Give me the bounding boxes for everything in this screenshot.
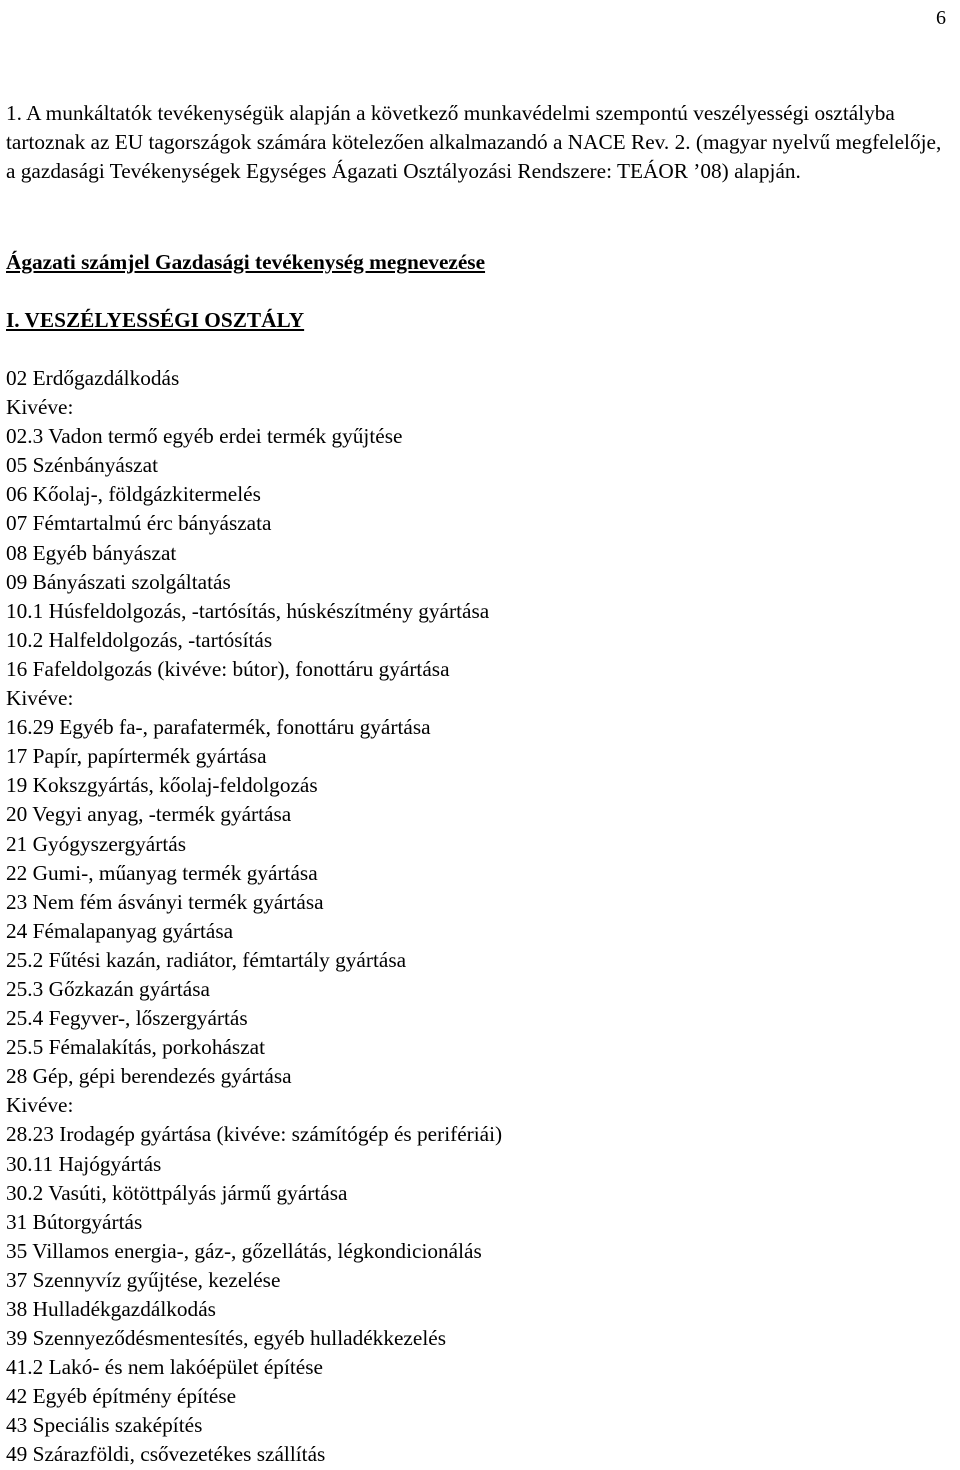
hazard-class-heading: I. VESZÉLYESSÉGI OSZTÁLY	[6, 308, 305, 332]
activity-item: 42 Egyéb építmény építése	[6, 1384, 237, 1409]
activity-item: 23 Nem fém ásványi termék gyártása	[6, 889, 324, 914]
activity-item: 31 Bútorgyártás	[6, 1209, 143, 1234]
activity-item: Kivéve:	[6, 395, 74, 420]
activity-item: 25.4 Fegyver-, lőszergyártás	[6, 1006, 248, 1031]
activity-item: 21 Gyógyszergyártás	[6, 831, 186, 856]
activity-item: 19 Kokszgyártás, kőolaj-feldolgozás	[6, 773, 318, 798]
activity-item: 20 Vegyi anyag, -termék gyártása	[6, 802, 292, 827]
activity-item: 22 Gumi-, műanyag termék gyártása	[6, 860, 318, 885]
activity-item: 25.2 Fűtési kazán, radiátor, fémtartály gyártása	[6, 947, 407, 972]
activity-item: 02 Erdőgazdálkodás	[6, 366, 180, 390]
page-number: 6	[936, 7, 946, 29]
activity-item: 39 Szennyeződésmentesítés, egyéb hulladékkezelés	[6, 1326, 446, 1351]
activity-item: 35 Villamos energia-, gáz-, gőzellátás, légkondicionálás	[6, 1238, 482, 1263]
activity-item: 24 Fémalapanyag gyártása	[6, 918, 234, 943]
intro-paragraph: 1. A munkáltatók tevékenységük alapján a következő munkavédelmi szempontú veszélyességi osztályba tartoznak az EU tagországok számára kötelezően alkalmazandó a NACE Rev. 2. (magyar nyelvű megfelelője, a gazdasági Tevékenységek Egységes Ágazati Osztályozási Rendszere: TEÁOR ’08) alapján.	[6, 101, 942, 184]
activity-item: 41.2 Lakó- és nem lakóépület építése	[6, 1355, 323, 1380]
activity-item: 02.3 Vadon termő egyéb erdei termék gyűjtése	[6, 424, 403, 449]
activity-item: 10.1 Húsfeldolgozás, -tartósítás, húskészítmény gyártása	[6, 598, 490, 623]
activity-item: Kivéve:	[6, 686, 74, 711]
column-heading: Ágazati számjel Gazdasági tevékenység megnevezése	[6, 250, 486, 274]
activity-item: 28 Gép, gépi berendezés gyártása	[6, 1064, 292, 1089]
activity-item: 43 Speciális szaképítés	[6, 1413, 203, 1438]
activity-item: 16 Fafeldolgozás (kivéve: bútor), fonottáru gyártása	[6, 656, 450, 681]
activity-item: 07 Fémtartalmú érc bányászata	[6, 511, 272, 536]
activity-item: 38 Hulladékgazdálkodás	[6, 1297, 216, 1321]
activity-item: 25.5 Fémalakítás, porkohászat	[6, 1035, 266, 1060]
activity-item: 10.2 Halfeldolgozás, -tartósítás	[6, 627, 273, 652]
activity-item: 25.3 Gőzkazán gyártása	[6, 976, 211, 1001]
activity-item: 37 Szennyvíz gyűjtése, kezelése	[6, 1267, 281, 1292]
activity-item: 05 Szénbányászat	[6, 453, 158, 478]
activity-item: 08 Egyéb bányászat	[6, 540, 177, 565]
activity-item: 28.23 Irodagép gyártása (kivéve: számítógép és perifériái)	[6, 1122, 503, 1147]
activity-list	[6, 364, 946, 1470]
activity-item: 09 Bányászati szolgáltatás	[6, 569, 231, 594]
activity-item: 30.2 Vasúti, kötöttpályás jármű gyártása	[6, 1180, 348, 1205]
activity-item: 17 Papír, papírtermék gyártása	[6, 744, 267, 769]
activity-item: 06 Kőolaj-, földgázkitermelés	[6, 482, 261, 507]
activity-item: 30.11 Hajógyártás	[6, 1151, 162, 1176]
activity-item: Kivéve:	[6, 1093, 74, 1118]
activity-item: 49 Szárazföldi, csővezetékes szállítás	[6, 1442, 326, 1467]
activity-item: 16.29 Egyéb fa-, parafatermék, fonottáru gyártása	[6, 715, 431, 740]
